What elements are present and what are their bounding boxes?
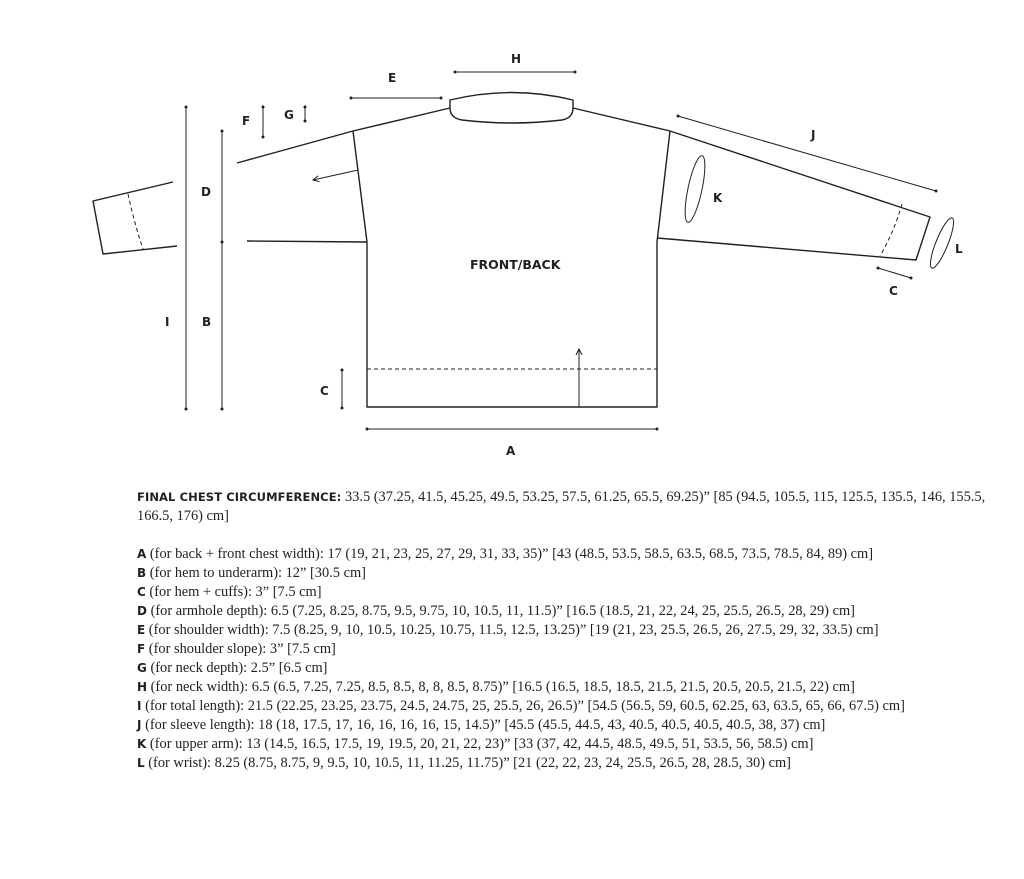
label-i: I: [165, 315, 170, 329]
measure-line-c-cuff: [878, 268, 911, 278]
spec-key: C: [137, 585, 146, 599]
right-cuff-fold-line: [880, 204, 902, 256]
chest-key: FINAL CHEST CIRCUMFERENCE:: [137, 490, 342, 504]
measurement-specs: [137, 488, 997, 773]
spec-row-j: [137, 716, 997, 735]
spec-key: J: [137, 718, 142, 732]
spec-text: (for armhole depth): 6.5 (7.25, 8.25, 8.75, 9.5, 9.75, 10, 10.5, 11, 11.5)” [16.5 (18.5, 21, 22, 24, 25, 25.5, 26.5, 28, 29) cm]: [146, 603, 855, 619]
spec-text: (for upper arm): 13 (14.5, 16.5, 17.5, 19, 19.5, 20, 21, 22, 23)” [33 (37, 42, 44.5, 48.5, 49.5, 51, 53.5, 56, 58.5) cm]: [146, 736, 814, 752]
spec-row-h: [137, 678, 997, 697]
spec-row-g: [137, 659, 997, 678]
measure-loop-l: [926, 216, 957, 271]
label-b: B: [202, 315, 212, 329]
spec-row-i: [137, 697, 997, 716]
sleeve-direction-arrow: [313, 170, 358, 180]
spec-text: (for hem + cuffs): 3” [7.5 cm]: [145, 584, 322, 600]
spec-row-a: [137, 545, 997, 564]
label-e: E: [388, 71, 397, 85]
label-d: D: [201, 185, 211, 199]
chest-circumference-line: [137, 488, 997, 526]
label-l: L: [955, 242, 963, 256]
spec-row-l: [137, 754, 997, 773]
spec-text: (for neck depth): 2.5” [6.5 cm]: [146, 660, 328, 676]
neckband-outline: [450, 93, 573, 109]
spec-row-b: [137, 564, 997, 583]
spec-text: (for sleeve length): 18 (18, 17.5, 17, 16, 16, 16, 16, 15, 14.5)” [45.5 (45.5, 44.5, 43, 40.5, 40.5, 40.5, 40.5, 38, 37) cm]: [141, 717, 826, 733]
spec-key: E: [137, 623, 146, 637]
spec-key: G: [137, 661, 147, 675]
spec-text: (for shoulder width): 7.5 (8.25, 9, 10, 10.5, 10.25, 10.75, 11.5, 12.5, 13.25)” [19 (21, 23, 25.5, 26.5, 26, 27.5, 29, 32, 33.5) cm]: [145, 622, 879, 638]
spec-row-f: [137, 640, 997, 659]
spec-key: B: [137, 566, 147, 580]
label-c-cuff: C: [889, 284, 898, 298]
spec-text: (for back + front chest width): 17 (19, 21, 23, 25, 27, 29, 31, 33, 35)” [43 (48.5, 53.5, 58.5, 63.5, 68.5, 73.5, 78.5, 84, 89) cm]: [146, 546, 874, 562]
spec-text: (for shoulder slope): 3” [7.5 cm]: [145, 641, 336, 657]
spec-text: (for total length): 21.5 (22.25, 23.25, 23.75, 24.5, 24.75, 25, 25.5, 26, 26.5)” [54.5 (56.5, 59, 60.5, 62.25, 63, 63.5, 65, 66, 67.5) cm]: [141, 698, 905, 714]
spec-row-e: [137, 621, 997, 640]
label-h: H: [511, 52, 522, 66]
left-cuff-outline: [93, 182, 177, 254]
spec-key: A: [137, 547, 147, 561]
spec-text: (for hem to underarm): 12” [30.5 cm]: [146, 565, 366, 581]
spec-key: F: [137, 642, 146, 656]
spec-text: (for wrist): 8.25 (8.75, 8.75, 9, 9.5, 10, 10.5, 11, 11.25, 11.75)” [21 (22, 22, 23, 24, 25.5, 26.5, 28, 28.5, 30) cm]: [144, 755, 791, 771]
left-cuff-fold-line: [128, 194, 143, 249]
spec-key: K: [137, 737, 147, 751]
front-back-label: FRONT/BACK: [470, 257, 561, 272]
spec-row-d: [137, 602, 997, 621]
label-j: J: [811, 128, 816, 142]
label-f: F: [242, 114, 251, 128]
right-sleeve-outline: [657, 131, 930, 260]
label-k: K: [713, 191, 723, 205]
measure-loop-k: [681, 154, 709, 223]
spec-row-c: [137, 583, 997, 602]
left-sleeve-outline: [237, 131, 367, 242]
spec-key: I: [137, 699, 142, 713]
spec-key: H: [137, 680, 148, 694]
label-a: A: [506, 444, 516, 458]
label-g: G: [284, 108, 294, 122]
spec-key: D: [137, 604, 147, 618]
spec-text: (for neck width): 6.5 (6.5, 7.25, 7.25, 8.5, 8.5, 8, 8, 8.5, 8.75)” [16.5 (16.5, 18.5, 18.5, 21.5, 21.5, 20.5, 20.5, 21.5, 22) cm]: [147, 679, 855, 695]
spec-key: L: [137, 756, 145, 770]
label-c-hem: C: [320, 384, 329, 398]
chest-text: 33.5 (37.25, 41.5, 45.25, 49.5, 53.25, 57.5, 61.25, 65.5, 69.25)” [85 (94.5, 105.5, 115, 125.5, 135.5, 146, 155.5, 166.5, 176) cm]: [137, 489, 986, 524]
measure-line-j: [678, 116, 936, 191]
spec-row-k: [137, 735, 997, 754]
